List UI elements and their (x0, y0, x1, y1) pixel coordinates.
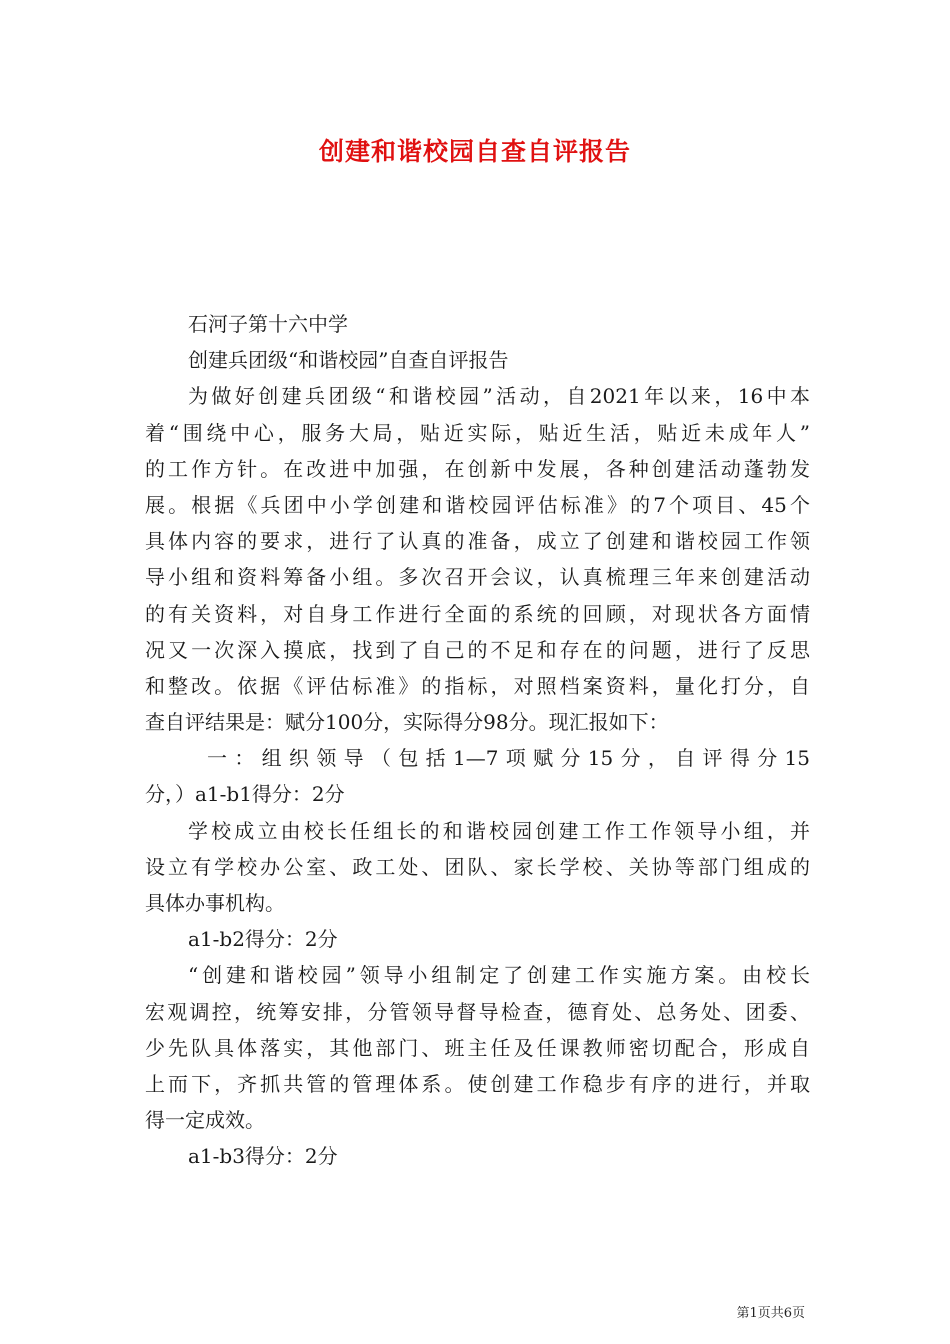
paragraph-line: 具体办事机构。 (145, 891, 285, 915)
section-heading-line: 一：组织领导（包括1—7项赋分15分，自评得分15 (207, 746, 810, 771)
school-name-line: 石河子第十六中学 (188, 312, 348, 336)
score-line: 分，）a1-b1得分：2分 (145, 782, 345, 807)
report-subtitle-line: 创建兵团级“和谐校园”自查自评报告 (188, 348, 509, 373)
paragraph-line: 的工作方针。在改进中加强，在创新中发展，各种创建活动蓬勃发 (145, 456, 810, 481)
page-number: 第1页共6页 (736, 1306, 805, 1321)
paragraph-line: 少先队具体落实，其他部门、班主任及任课教师密切配合，形成自 (145, 1035, 810, 1060)
paragraph-line: 展。根据《兵团中小学创建和谐校园评估标准》的7个项目、45个 (145, 492, 810, 517)
paragraph-line: 着“围绕中心，服务大局，贴近实际，贴近生活，贴近未成年人” (145, 420, 810, 445)
paragraph-line: 导小组和资料筹备小组。多次召开会议，认真梳理三年来创建活动 (145, 565, 810, 590)
paragraph-line: “创建和谐校园”领导小组制定了创建工作实施方案。由校长 (188, 963, 810, 988)
document-title: 创建和谐校园自查自评报告 (318, 137, 631, 166)
score-line: a1-b2得分：2分 (188, 927, 338, 952)
score-line: a1-b3得分：2分 (188, 1144, 338, 1169)
paragraph-line: 和整改。依据《评估标准》的指标，对照档案资料，量化打分，自 (145, 673, 810, 698)
paragraph-line: 为做好创建兵团级“和谐校园”活动，自2021年以来，16中本 (188, 384, 810, 409)
paragraph-line: 查自评结果是：赋分100分，实际得分98分。现汇报如下： (145, 710, 669, 735)
paragraph-line: 具体内容的要求，进行了认真的准备，成立了创建和谐校园工作领 (145, 529, 810, 554)
paragraph-line: 上而下，齐抓共管的管理体系。使创建工作稳步有序的进行，并取 (145, 1071, 810, 1096)
paragraph-line: 学校成立由校长任组长的和谐校园创建工作工作领导小组，并 (188, 818, 810, 843)
paragraph-line: 的有关资料，对自身工作进行全面的系统的回顾，对现状各方面情 (145, 601, 810, 626)
paragraph-line: 设立有学校办公室、政工处、团队、家长学校、关协等部门组成的 (145, 854, 810, 879)
document-body (145, 306, 810, 1175)
paragraph-line: 宏观调控，统筹安排，分管领导督导检查，德育处、总务处、团委、 (145, 999, 810, 1024)
paragraph-line: 得一定成效。 (145, 1108, 265, 1133)
paragraph-line: 况又一次深入摸底，找到了自己的不足和存在的问题，进行了反思 (145, 637, 810, 662)
